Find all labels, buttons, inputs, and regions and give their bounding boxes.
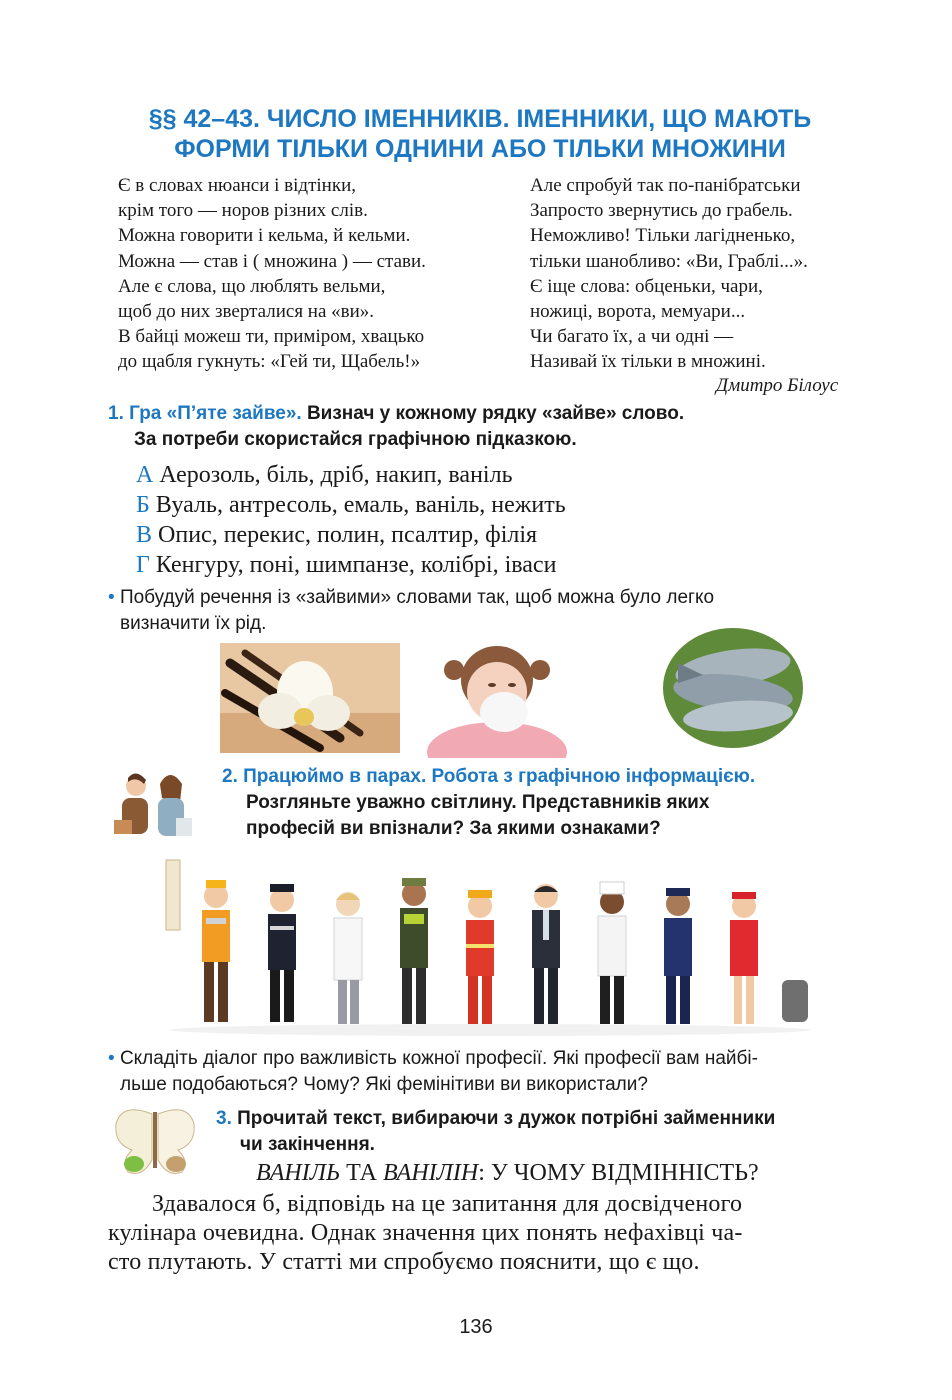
poem-line: В байці можеш ти, приміром, хвацько bbox=[118, 326, 425, 348]
poem-line: ножиці, ворота, мемуари... bbox=[530, 301, 746, 323]
bullet-icon: • bbox=[108, 1048, 115, 1069]
page-number: 136 bbox=[459, 1316, 493, 1338]
vanilla-image bbox=[220, 643, 400, 753]
task-number: 3. bbox=[216, 1108, 232, 1129]
poem-right-column bbox=[530, 173, 808, 375]
poem-line: Можна — став і ( множина ) — стави. bbox=[118, 250, 426, 272]
task-2-heading bbox=[222, 764, 755, 790]
task-3-heading bbox=[216, 1106, 775, 1158]
poem-line: Є іще слова: обценьки, чари, bbox=[530, 275, 763, 297]
row-letter: Б bbox=[136, 492, 150, 518]
subtitle-vanillin: ВАНІЛІН bbox=[382, 1160, 479, 1186]
poem-line: Є в словах нюанси і відтінки, bbox=[118, 175, 356, 196]
text-line: сто плутають. У статті ми спробуємо пояснити, що є що. bbox=[108, 1249, 700, 1275]
row-words: Вуаль, антресоль, емаль, ваніль, нежить bbox=[155, 492, 566, 518]
bullet-text-2: визначити їх рід. bbox=[120, 613, 267, 634]
bullet-text: Побудуй речення із «зайвими» словами так, щоб можна було легко bbox=[119, 587, 715, 608]
reading-text bbox=[108, 1190, 743, 1277]
poem-line: Але спробуй так по-панібратськи bbox=[530, 175, 801, 196]
butterfly-icon bbox=[112, 1104, 198, 1178]
row-words: Опис, перекис, полин, псалтир, філія bbox=[158, 522, 538, 548]
poem-line: Але є слова, що люблять вельми, bbox=[118, 275, 386, 297]
task-1-bullet bbox=[108, 585, 714, 637]
bullet-text: Складіть діалог про важливість кожної професії. Які професії вам найбі- bbox=[119, 1048, 758, 1069]
poem-line: Запросто звернутись до грабель. bbox=[530, 200, 793, 222]
bullet-text-2: льше подобаються? Чому? Які фемінітиви ви використали? bbox=[120, 1074, 648, 1095]
text-line: Здавалося б, відповідь на це запитання для досвідченого bbox=[152, 1191, 743, 1217]
subtitle-conjunction: ТА bbox=[340, 1160, 383, 1186]
task-2-line-1: Розгляньте уважно світлину. Представників яких bbox=[246, 792, 710, 813]
task-number: 1. bbox=[108, 403, 124, 424]
word-row bbox=[136, 490, 566, 520]
text-subtitle bbox=[256, 1158, 759, 1188]
title-line-2: ФОРМИ ТІЛЬКИ ОДНИНИ АБО ТІЛЬКИ МНОЖИНИ bbox=[174, 135, 786, 163]
poem-line: щоб до них зверталися на «ви». bbox=[118, 301, 375, 323]
task-1-heading bbox=[108, 401, 684, 427]
sneezing-girl-image bbox=[422, 640, 572, 758]
poem-author: Дмитро Білоус bbox=[716, 375, 839, 396]
row-words: Кенгуру, поні, шимпанзе, колібрі, іваси bbox=[155, 552, 557, 578]
task-number: 2. bbox=[222, 766, 238, 787]
fish-image bbox=[658, 613, 808, 753]
task-2-bullet bbox=[108, 1046, 758, 1098]
word-row bbox=[136, 520, 566, 550]
task-3-line-1: Прочитай текст, вибираючи з дужок потрібні займенники bbox=[237, 1108, 776, 1129]
row-letter: В bbox=[136, 522, 153, 548]
poem-line: Неможливо! Тільки лагідненько, bbox=[530, 225, 796, 247]
poem-line: Можна говорити і кельма, й кельми. bbox=[118, 225, 411, 247]
row-letter: Г bbox=[136, 552, 150, 578]
task-3-line-2: чи закінчення. bbox=[240, 1134, 375, 1155]
task-2-line-2: професій ви впізнали? За якими ознаками? bbox=[246, 818, 661, 839]
word-row bbox=[136, 460, 566, 490]
subtitle-vanilla: ВАНІЛЬ bbox=[256, 1160, 341, 1186]
pair-work-icon bbox=[110, 768, 198, 846]
bullet-icon: • bbox=[108, 587, 115, 608]
subtitle-rest: : У ЧОМУ ВІДМІННІСТЬ? bbox=[478, 1160, 759, 1186]
poem-line: Називай їх тільки в множині. bbox=[530, 351, 766, 373]
title-line-1: §§ 42–43. ЧИСЛО ІМЕННИКІВ. ІМЕННИКИ, ЩО МАЮТЬ bbox=[148, 105, 812, 133]
task-2-instruction bbox=[246, 790, 709, 842]
poem-line: до щабля гукнуть: «Гей ти, Щабель!» bbox=[118, 351, 421, 373]
task-2-name: Працюймо в парах. Робота з графічною інформацією. bbox=[243, 766, 756, 787]
task-1-instruction-2: За потреби скористайся графічною підказкою. bbox=[134, 429, 577, 450]
poem-line: крім того — норов різних слів. bbox=[118, 200, 368, 222]
poem-line: тільки шанобливо: «Ви, Граблі...». bbox=[530, 250, 808, 272]
task-1-instruction: Визнач у кожному рядку «зайве» слово. bbox=[306, 403, 685, 424]
word-row bbox=[136, 550, 566, 580]
page-title bbox=[100, 104, 860, 164]
poem-line: Чи багато їх, а чи одні — bbox=[530, 326, 734, 348]
text-line: кулінара очевидна. Однак значення цих понять нефахівці ча- bbox=[108, 1220, 743, 1246]
row-letter: А bbox=[136, 462, 154, 488]
professions-image bbox=[150, 848, 830, 1038]
task-1-name: Гра «П’яте зайве». bbox=[129, 403, 302, 424]
word-rows bbox=[136, 460, 566, 580]
poem-left-column bbox=[118, 173, 426, 375]
row-words: Аерозоль, біль, дріб, накип, ваніль bbox=[159, 462, 513, 488]
